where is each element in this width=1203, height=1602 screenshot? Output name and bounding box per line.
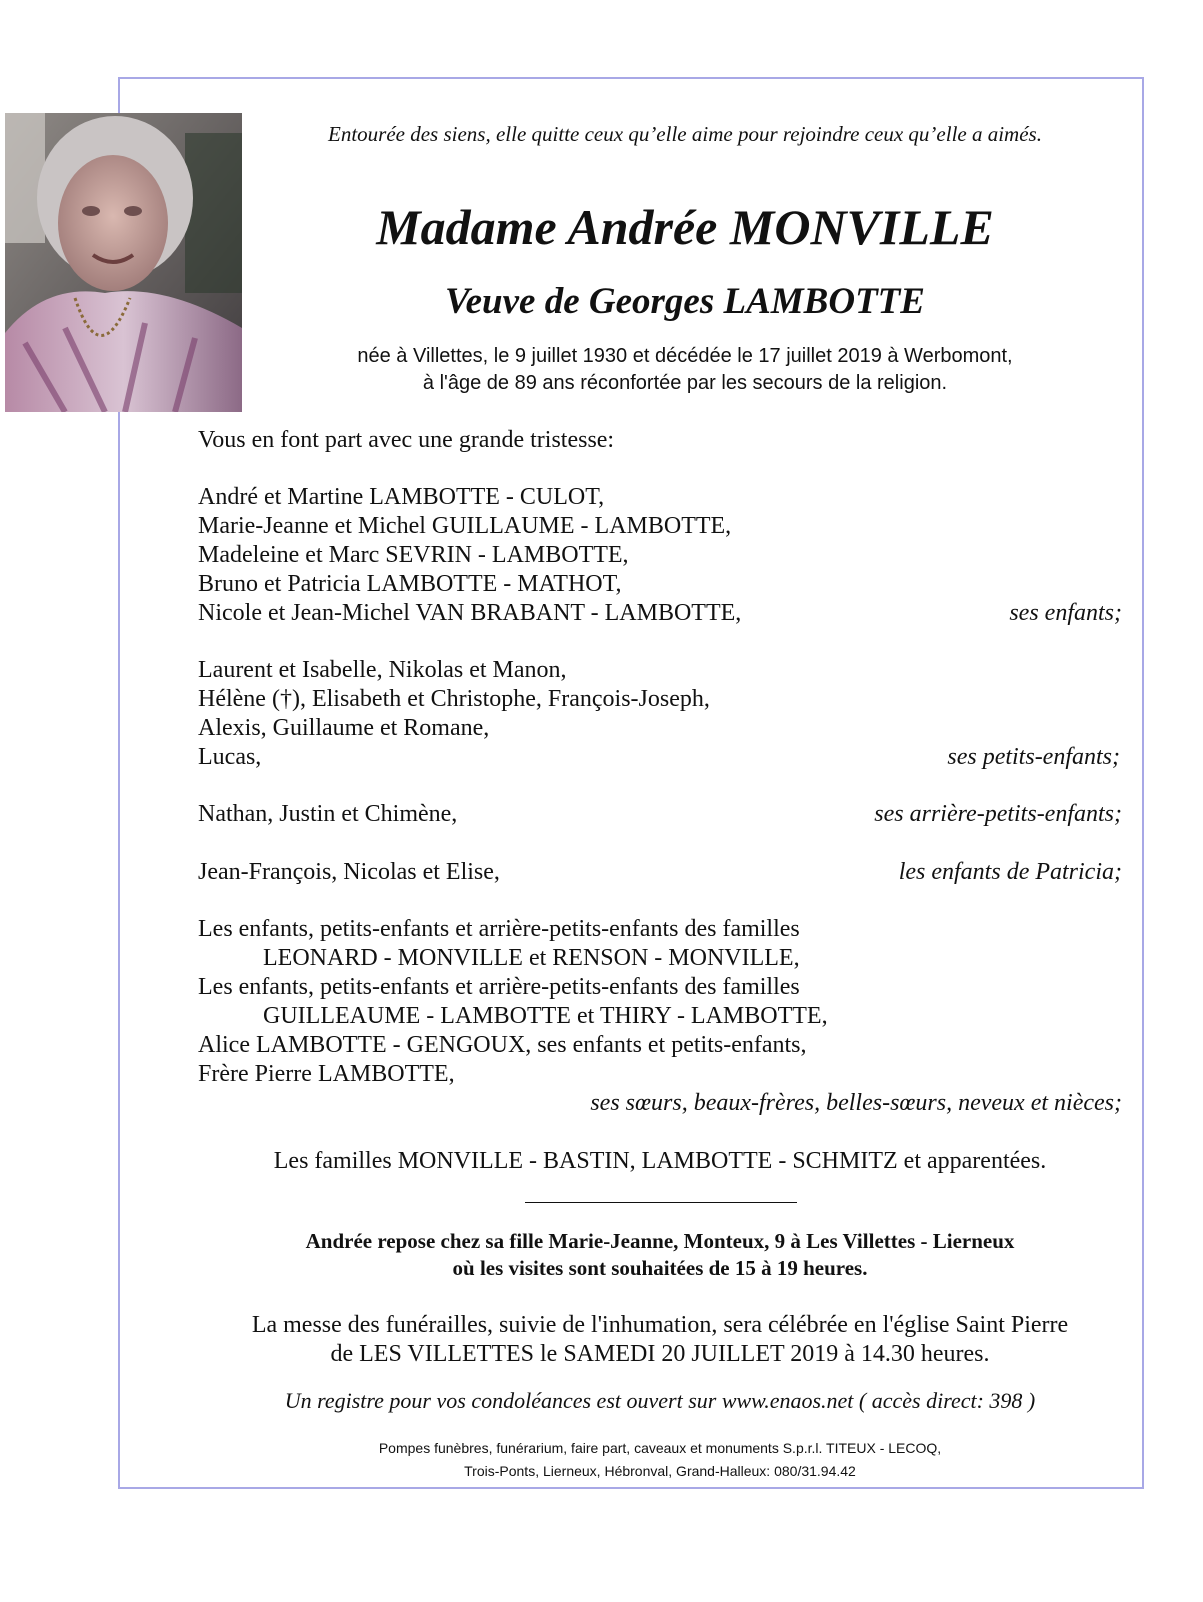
patricia-children-line: Jean-François, Nicolas et Elise, <box>198 859 500 885</box>
intro-text: Vous en font part avec une grande tristesse: <box>198 427 615 453</box>
family-line: GUILLEAUME - LAMBOTTE et THIRY - LAMBOTTE, <box>263 1003 828 1029</box>
visit-line-2: où les visites sont souhaitées de 15 à 19 heures. <box>452 1256 868 1280</box>
child-line: André et Martine LAMBOTTE - CULOT, <box>198 484 605 510</box>
birth-line-1: née à Villettes, le 9 juillet 1930 et décédée le 17 juillet 2019 à Werbomont, <box>357 345 1013 367</box>
separator-rule <box>525 1202 797 1203</box>
grandchild-line: Laurent et Isabelle, Nikolas et Manon, <box>198 657 567 683</box>
epitaph-quote: Entourée des siens, elle quitte ceux qu’elle aime pour rejoindre ceux qu’elle a aimés. <box>328 122 1042 146</box>
family-line: Frère Pierre LAMBOTTE, <box>198 1061 455 1087</box>
family-line: LEONARD - MONVILLE et RENSON - MONVILLE, <box>263 945 800 971</box>
child-line: Nicole et Jean-Michel VAN BRABANT - LAMBOTTE, <box>198 600 742 626</box>
family-line: Les enfants, petits-enfants et arrière-petits-enfants des familles <box>198 916 800 942</box>
family-line: Alice LAMBOTTE - GENGOUX, ses enfants et petits-enfants, <box>198 1032 807 1058</box>
relatives-line: Les familles MONVILLE - BASTIN, LAMBOTTE - SCHMITZ et apparentées. <box>273 1148 1047 1174</box>
child-line: Marie-Jeanne et Michel GUILLAUME - LAMBOTTE, <box>198 513 732 539</box>
birth-death-info <box>250 343 1120 397</box>
child-line: Bruno et Patricia LAMBOTTE - MATHOT, <box>198 571 622 597</box>
visit-line-1: Andrée repose chez sa fille Marie-Jeanne, Monteux, 9 à Les Villettes - Lierneux <box>305 1229 1015 1253</box>
grandchild-line: Hélène (†), Elisabeth et Christophe, François-Joseph, <box>198 686 710 712</box>
grandchild-line: Lucas, <box>198 744 262 770</box>
family-line: Les enfants, petits-enfants et arrière-petits-enfants des familles <box>198 974 800 1000</box>
mass-line-2: de LES VILLETTES le SAMEDI 20 JUILLET 2019 à 14.30 heures. <box>330 1341 990 1367</box>
families-relation: ses sœurs, beaux-frères, belles-sœurs, neveux et nièces; <box>590 1090 1122 1116</box>
deceased-name: Madame Andrée MONVILLE <box>376 199 994 255</box>
footer-line-1: Pompes funèbres, funérarium, faire part, caveaux et monuments S.p.r.l. TITEUX - LECOQ, <box>378 1440 942 1456</box>
widow-of: Veuve de Georges LAMBOTTE <box>445 281 925 322</box>
child-line: Madeleine et Marc SEVRIN - LAMBOTTE, <box>198 542 629 568</box>
great-grandchildren-line: Nathan, Justin et Chimène, <box>198 801 458 827</box>
condolence-register: Un registre pour vos condoléances est ouvert sur www.enaos.net ( accès direct: 398 ) <box>284 1388 1036 1413</box>
portrait-photo <box>5 113 242 412</box>
grandchildren-relation: ses petits-enfants; <box>947 744 1120 770</box>
children-relation: ses enfants; <box>1009 600 1122 626</box>
birth-line-2: à l'âge de 89 ans réconfortée par les secours de la religion. <box>422 372 948 394</box>
mass-line-1: La messe des funérailles, suivie de l'inhumation, sera célébrée en l'église Saint Pierre <box>251 1312 1069 1338</box>
patricia-children-relation: les enfants de Patricia; <box>898 859 1122 885</box>
footer-line-2: Trois-Ponts, Lierneux, Hébronval, Grand-Halleux: 080/31.94.42 <box>464 1463 856 1479</box>
great-grandchildren-relation: ses arrière-petits-enfants; <box>874 801 1122 827</box>
grandchild-line: Alexis, Guillaume et Romane, <box>198 715 490 741</box>
funeral-home-footer <box>250 1437 1070 1483</box>
